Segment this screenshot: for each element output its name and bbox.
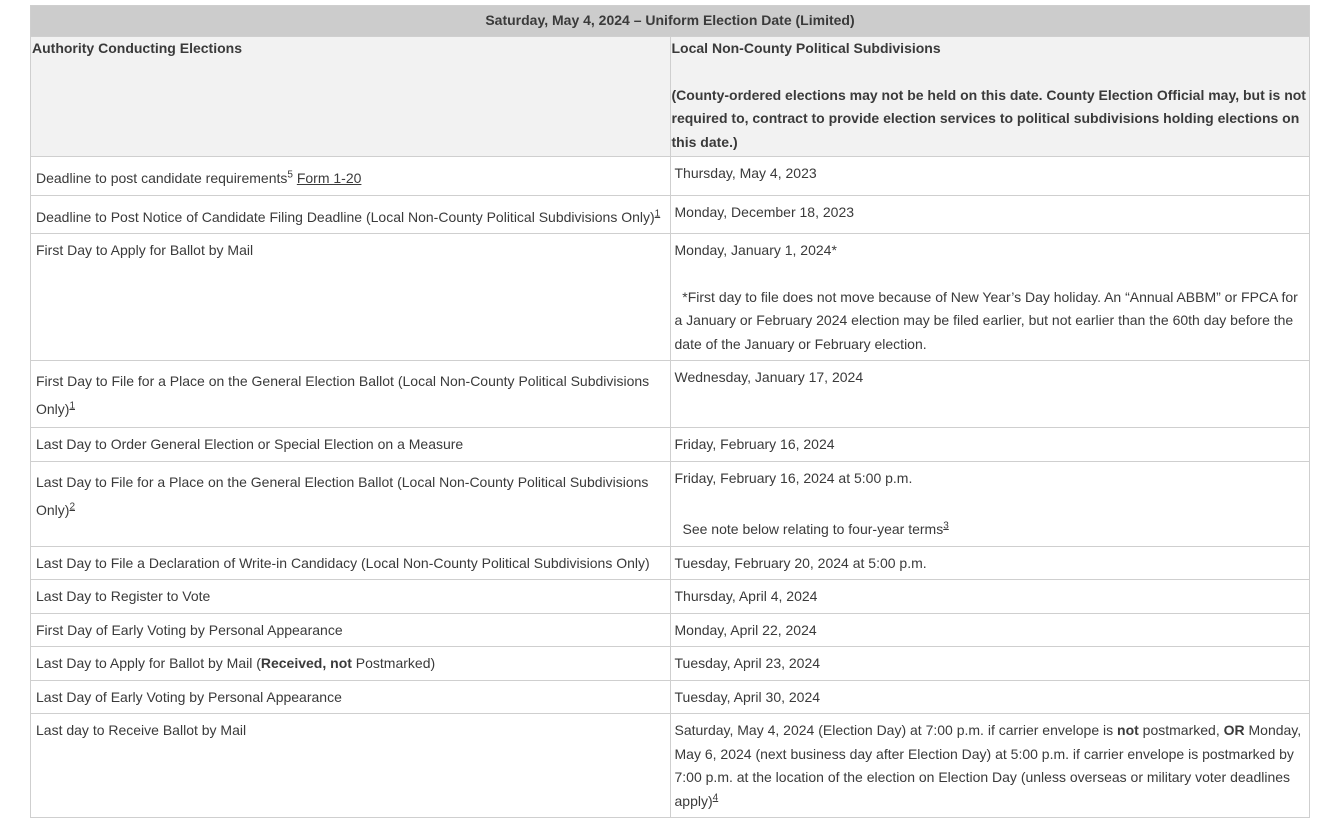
row-value: Friday, February 16, 2024 at 5:00 p.m. See note below relating to four-year terms$^3$ [670,461,1310,546]
footnote-link[interactable]: 1 [654,207,661,219]
table-row [31,580,1310,614]
row-value: Tuesday, April 23, 2024 [670,647,1310,681]
footnote-link[interactable]: 2 [69,500,76,512]
table-row [31,647,1310,681]
table-row [31,546,1310,580]
table-row [31,195,1310,234]
header-right [670,37,1310,157]
footnote-link[interactable]: 1 [69,400,76,412]
table-row [31,428,1310,462]
footnote-link[interactable]: 4 [712,791,719,803]
row-label: Last Day to Apply for Ballot by Mail (Received, not Postmarked) [31,647,671,681]
title-row [31,6,1310,37]
row-value: Friday, February 16, 2024 [670,428,1310,462]
row-value: Monday, December 18, 2023 [670,195,1310,234]
row-label: Deadline to post candidate requirements$^5$ Form 1-20 [31,157,671,196]
row-value: Wednesday, January 17, 2024 [670,361,1310,428]
table-row [31,714,1310,818]
row-label: First Day to File for a Place on the General Election Ballot (Local Non-County Political Subdivisions Only)$^1$ [31,361,671,428]
row-label: Last day to Receive Ballot by Mail [31,714,671,818]
header-left: Authority Conducting Elections [31,37,671,157]
row-label: Last Day to Register to Vote [31,580,671,614]
form-1-20-link[interactable]: Form 1-20 [296,170,362,186]
table-row [31,234,1310,361]
row-note: *First day to file does not move because of New Year’s Day holiday. An “Annual ABBM” or FPCA for a January or February 2024 election may be filed earlier, but not earlier than the 60th day before the date of the January or February election. [674,288,1298,352]
row-label: Last Day to Order General Election or Special Election on a Measure [31,428,671,462]
row-label: First Day of Early Voting by Personal Appearance [31,613,671,647]
row-value: Thursday, April 4, 2024 [670,580,1310,614]
header-row [31,37,1310,157]
row-label: Last Day of Early Voting by Personal Appearance [31,680,671,714]
row-label: First Day to Apply for Ballot by Mail [31,234,671,361]
table-row [31,613,1310,647]
table-title: Saturday, May 4, 2024 – Uniform Election Date (Limited) [31,6,1310,37]
header-right-title: Local Non-County Political Subdivisions [671,40,941,56]
row-note: See note below relating to four-year terms$^3$ [682,520,949,537]
row-value: Monday, April 22, 2024 [670,613,1310,647]
election-table [30,5,1310,818]
header-right-note: (County-ordered elections may not be held on this date. County Election Official may, but is not required to, contract to provide election services to political subdivisions holding elections on this date.) [671,86,1306,150]
footnote-ref[interactable]: 5 [287,169,293,181]
table-row [31,157,1310,196]
table-row [31,680,1310,714]
row-label: Last Day to File a Declaration of Write-in Candidacy (Local Non-County Political Subdivisions Only) [31,546,671,580]
row-value: Tuesday, February 20, 2024 at 5:00 p.m. [670,546,1310,580]
table-row [31,461,1310,546]
row-label: Last Day to File for a Place on the General Election Ballot (Local Non-County Political Subdivisions Only)$^2$ [31,461,671,546]
row-value: Saturday, May 4, 2024 (Election Day) at 7:00 p.m. if carrier envelope is not postmarked, OR Monday, May 6, 2024 (next business day after Election Day) at 5:00 p.m. if carrier envelope is postmarked by 7:00 p.m. at the location of the election on Election Day (unless overseas or military voter deadlines apply)$^4$ [670,714,1310,818]
election-calendar [30,5,1310,818]
table-row [31,361,1310,428]
footnote-link[interactable]: 3 [943,520,949,532]
row-value: Tuesday, April 30, 2024 [670,680,1310,714]
row-label: Deadline to Post Notice of Candidate Filing Deadline (Local Non-County Political Subdivisions Only)$^1$ [31,195,671,234]
row-value: Thursday, May 4, 2023 [670,157,1310,196]
row-value: Monday, January 1, 2024* *First day to file does not move because of New Year’s Day holiday. An “Annual ABBM” or FPCA for a January or February 2024 election may be filed earlier, but not earlier than the 60th day before the date of the January or February election. [670,234,1310,361]
